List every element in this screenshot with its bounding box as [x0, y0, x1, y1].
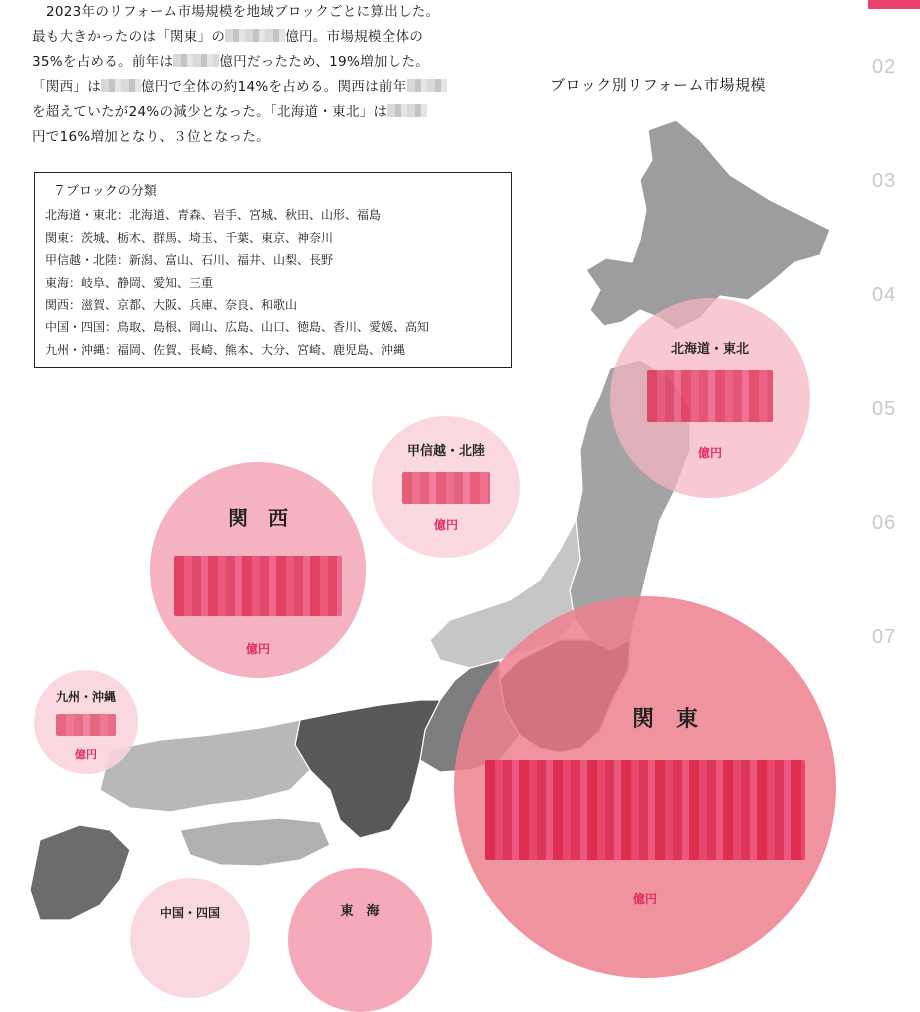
- block-name: 関 西: [228, 506, 288, 530]
- bubble-kanto: [454, 596, 836, 978]
- unit-label: 億円: [632, 892, 657, 906]
- unit-label: 億円: [433, 518, 458, 532]
- redacted-value: [485, 760, 805, 860]
- page-number: 05: [872, 398, 897, 420]
- classification-row: 九州・沖縄：福岡、佐賀、長崎、熊本、大分、宮崎、鹿児島、沖縄: [45, 342, 406, 357]
- bubble-tokai: [288, 868, 432, 1012]
- map-title: ブロック別リフォーム市場規模: [550, 76, 766, 94]
- redacted-value: [402, 472, 490, 504]
- unit-label: 億円: [697, 446, 722, 460]
- classification-row: 関東：茨城、栃木、群馬、埼玉、千葉、東京、神奈川: [45, 230, 334, 245]
- unit-label: 億円: [75, 748, 97, 761]
- intro-line: 2023年のリフォーム市場規模を地域ブロックごとに算出した。: [46, 4, 440, 20]
- intro-line: 最も大きかったのは「関東」の 億円。市場規模全体の: [32, 29, 424, 45]
- page-number: 02: [872, 56, 897, 78]
- page-number: 04: [872, 284, 897, 306]
- bubble-kansai: [150, 462, 366, 678]
- unit-label: 億円: [245, 642, 270, 656]
- block-name: 関 東: [631, 707, 698, 732]
- block-name: 東 海: [340, 904, 380, 919]
- map-kansai: [295, 700, 440, 838]
- map-kyushu: [30, 825, 130, 920]
- classification-title: ７ブロックの分類: [53, 184, 157, 199]
- bubble-chugoku-shikoku: [130, 878, 250, 998]
- page-number: 03: [872, 170, 897, 192]
- classification-row: 中国・四国：鳥取、島根、岡山、広島、山口、徳島、香川、愛媛、高知: [45, 320, 430, 335]
- block-name: 九州・沖縄: [55, 690, 116, 704]
- block-name: 北海道・東北: [670, 342, 749, 357]
- intro-line: を超えていたが24%の減少となった。「北海道・東北」は: [32, 100, 502, 125]
- bubble-koshinetsu-hokuriku: [372, 416, 520, 558]
- classification-row: 関西：滋賀、京都、大阪、兵庫、奈良、和歌山: [45, 298, 298, 313]
- redacted-value: [647, 370, 773, 422]
- block-name: 甲信越・北陸: [406, 444, 485, 459]
- bubble-hokkaido-tohoku: [610, 298, 810, 498]
- bubble-kyushu-okinawa: [34, 670, 138, 774]
- classification-row: 東海：岐阜、静岡、愛知、三重: [45, 275, 214, 290]
- page-number: 06: [872, 512, 897, 534]
- redacted-value: [174, 556, 342, 616]
- block-name: 中国・四国: [159, 906, 220, 920]
- classification-row: 甲信越・北陸：新潟、富山、石川、福井、山梨、長野: [45, 253, 334, 268]
- classification-row: 北海道・東北：北海道、青森、岩手、宮城、秋田、山形、福島: [45, 208, 382, 223]
- map-shikoku: [180, 818, 330, 866]
- redacted-value: [56, 714, 116, 736]
- intro-line: 35%を占める。前年は 億円だったため、19%増加した。: [32, 54, 430, 70]
- intro-line: 円で16%増加となり、３位となった。: [32, 129, 270, 145]
- intro-line: 「関西」は 億円で全体の約14%を占める。関西は前年: [32, 75, 502, 100]
- page-number: 07: [872, 626, 897, 648]
